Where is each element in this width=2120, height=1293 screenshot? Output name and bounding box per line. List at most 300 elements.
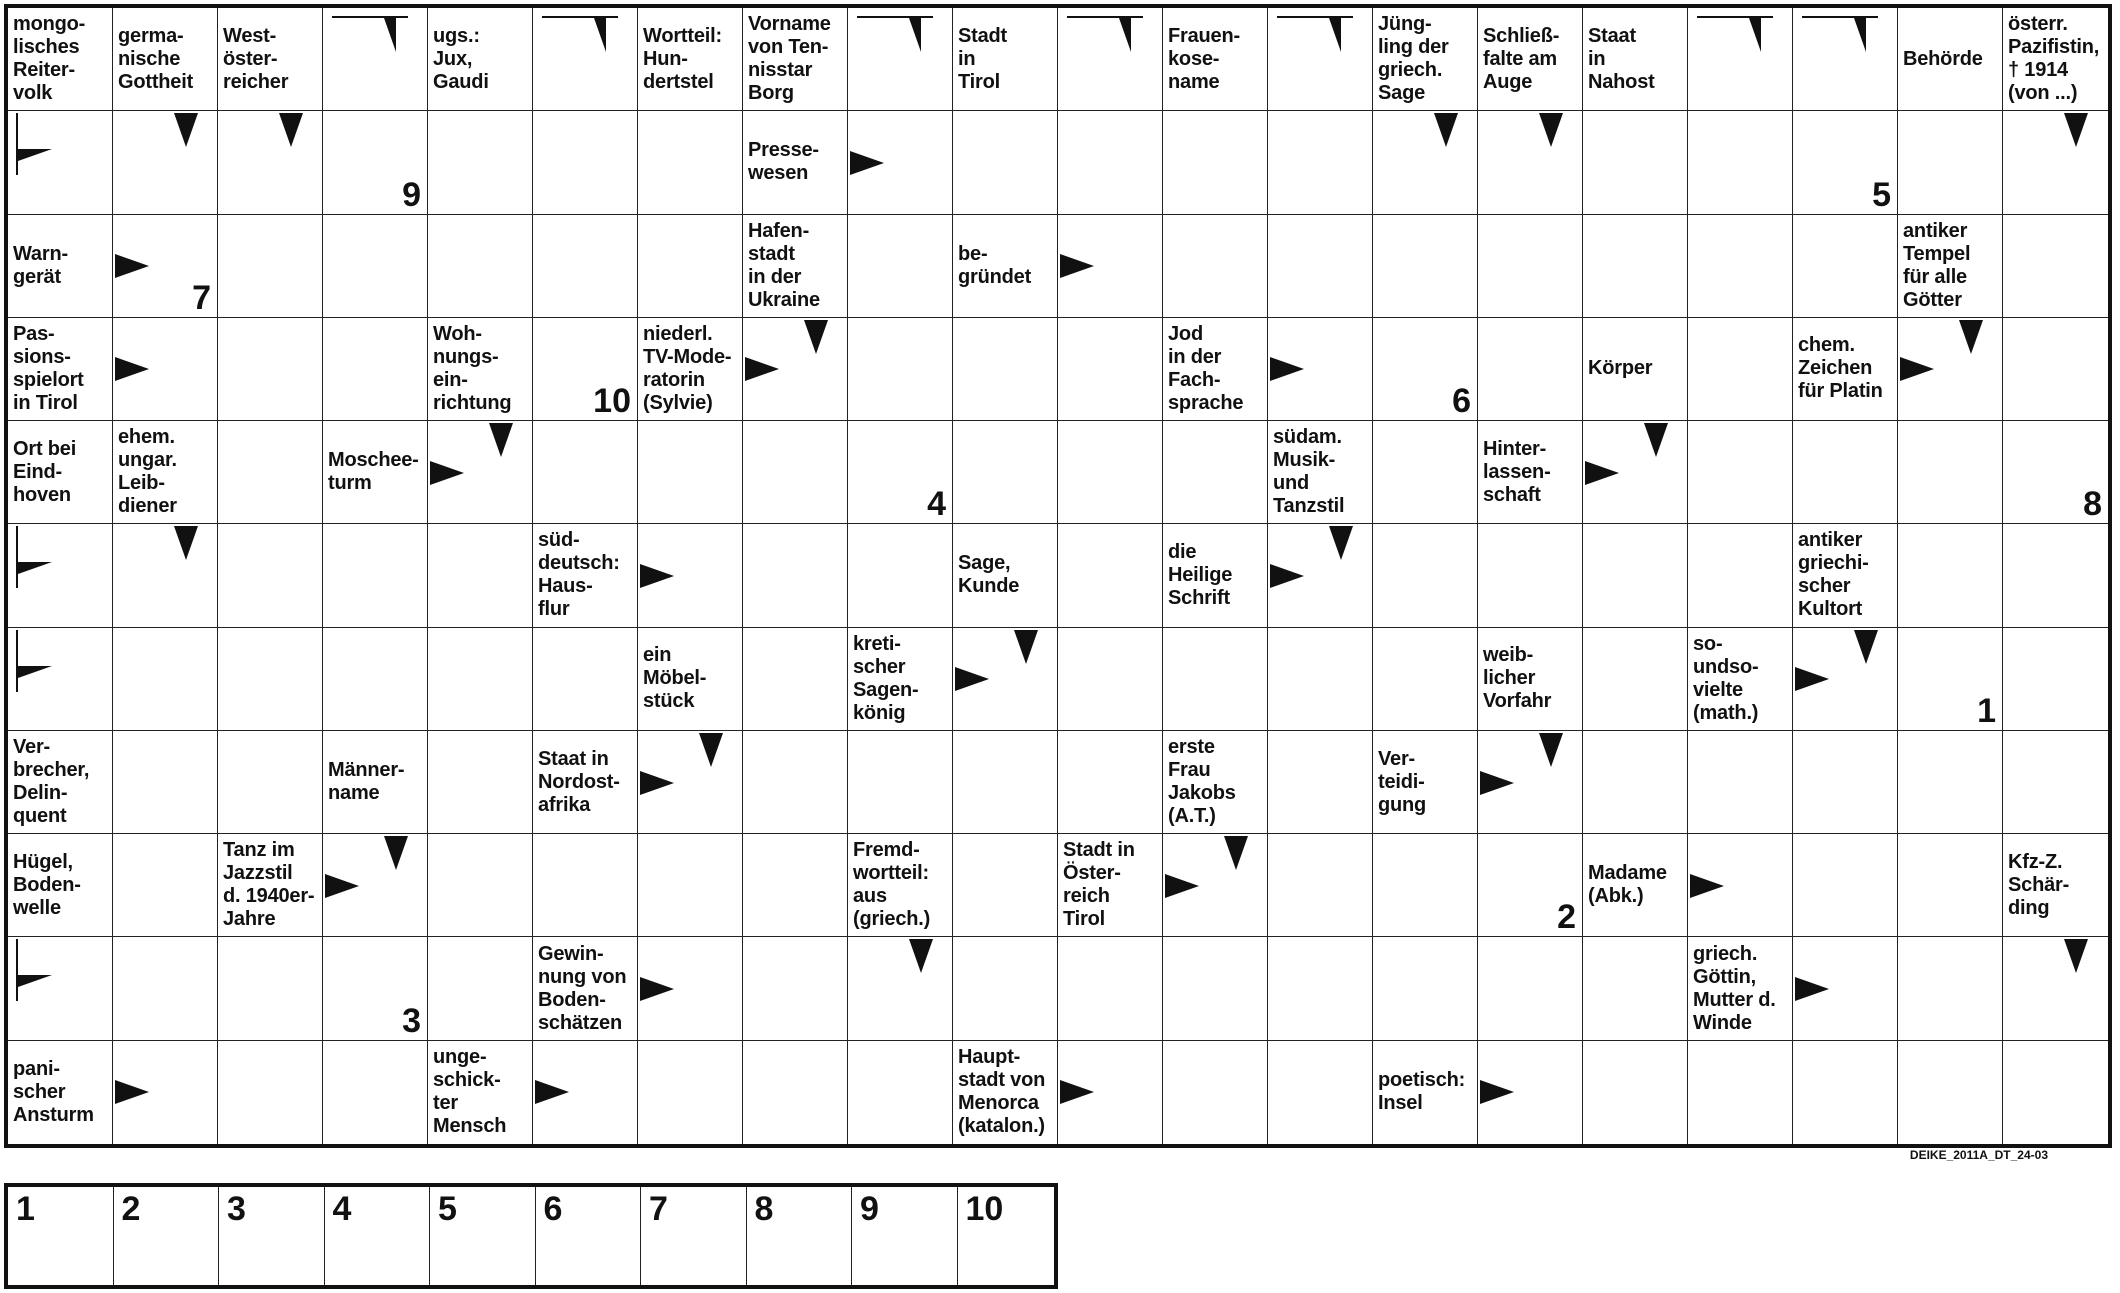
clue-block	[1903, 220, 1999, 312]
solution-cell[interactable]	[536, 1187, 642, 1285]
answer-cell[interactable]	[113, 628, 218, 731]
answer-cell[interactable]	[1163, 628, 1268, 731]
answer-cell[interactable]	[8, 937, 113, 1040]
answer-cell[interactable]	[953, 834, 1058, 937]
clue-line: Staat	[1588, 24, 1636, 47]
clue-line: richtung	[433, 391, 512, 414]
answer-cell[interactable]	[218, 731, 323, 834]
answer-cell[interactable]	[1163, 111, 1268, 214]
answer-cell[interactable]	[1583, 937, 1688, 1040]
clue-block	[13, 13, 109, 105]
clue-cell	[1163, 8, 1268, 111]
answer-cell[interactable]	[1898, 937, 2003, 1040]
clue-line: Staat in	[538, 747, 609, 770]
clue-line: Auge	[1483, 70, 1533, 93]
clue-line: turm	[328, 472, 372, 495]
answer-cell[interactable]	[113, 524, 218, 627]
answer-cell[interactable]	[1688, 524, 1793, 627]
answer-cell[interactable]	[428, 215, 533, 318]
answer-cell[interactable]	[2003, 1041, 2108, 1144]
answer-cell[interactable]	[848, 215, 953, 318]
answer-cell[interactable]	[1793, 111, 1898, 214]
answer-cell[interactable]	[113, 215, 218, 318]
answer-cell[interactable]	[533, 318, 638, 421]
clue-cell	[8, 8, 113, 111]
answer-cell[interactable]	[1478, 1041, 1583, 1144]
answer-cell[interactable]	[1268, 1041, 1373, 1144]
answer-cell[interactable]	[953, 318, 1058, 421]
clue-line: Ansturm	[13, 1103, 94, 1126]
answer-cell[interactable]	[1478, 834, 1583, 937]
answer-cell[interactable]	[1898, 421, 2003, 524]
clue-cell	[953, 215, 1058, 318]
answer-cell[interactable]	[848, 318, 953, 421]
clue-text	[643, 320, 739, 418]
down-arrow-icon	[1224, 836, 1248, 870]
answer-cell[interactable]	[1268, 8, 1373, 111]
answer-cell[interactable]	[1688, 421, 1793, 524]
answer-cell[interactable]	[218, 318, 323, 421]
clue-line: stück	[643, 690, 695, 713]
arrow-stem-icon	[1067, 16, 1143, 18]
clue-cell	[218, 8, 323, 111]
clue-text	[853, 836, 949, 934]
answer-cell[interactable]	[953, 731, 1058, 834]
clue-text	[118, 10, 214, 108]
right-arrow-icon	[1165, 874, 1199, 898]
clue-line: deutsch:	[538, 552, 620, 575]
answer-cell[interactable]	[1268, 834, 1373, 937]
clue-line: Hafen-	[748, 219, 810, 242]
answer-cell[interactable]	[1688, 215, 1793, 318]
solution-cell[interactable]	[641, 1187, 747, 1285]
clue-line: gerät	[13, 265, 61, 288]
answer-cell[interactable]	[2003, 628, 2108, 731]
clue-text	[13, 1043, 109, 1142]
answer-cell[interactable]	[218, 215, 323, 318]
solution-cell[interactable]	[325, 1187, 431, 1285]
answer-cell[interactable]	[1688, 1041, 1793, 1144]
answer-cell[interactable]	[113, 834, 218, 937]
clue-line: (Abk.)	[1588, 885, 1644, 908]
clue-text	[433, 1043, 529, 1142]
answer-cell[interactable]	[1373, 628, 1478, 731]
answer-cell[interactable]	[1373, 834, 1478, 937]
answer-cell[interactable]	[1688, 834, 1793, 937]
clue-text	[958, 526, 1054, 624]
answer-cell[interactable]	[1793, 937, 1898, 1040]
clue-text	[1273, 423, 1369, 521]
answer-cell[interactable]	[1583, 628, 1688, 731]
answer-cell[interactable]	[323, 834, 428, 937]
answer-cell[interactable]	[1268, 628, 1373, 731]
clue-line: West-	[223, 24, 277, 47]
clue-cell	[1373, 1041, 1478, 1144]
right-arrow-icon	[1585, 461, 1619, 485]
answer-cell[interactable]	[638, 834, 743, 937]
answer-cell[interactable]	[848, 1041, 953, 1144]
clue-cell	[1163, 731, 1268, 834]
right-arrow-icon	[1480, 1080, 1514, 1104]
answer-cell[interactable]	[1268, 318, 1373, 421]
clue-line: in Tirol	[13, 391, 78, 414]
answer-cell[interactable]	[1583, 524, 1688, 627]
answer-cell[interactable]	[323, 628, 428, 731]
answer-cell[interactable]	[1058, 628, 1163, 731]
answer-cell[interactable]	[1058, 111, 1163, 214]
right-arrow-icon	[1900, 357, 1934, 381]
answer-cell[interactable]	[428, 937, 533, 1040]
down-arrow-icon	[1119, 18, 1131, 52]
answer-cell[interactable]	[1583, 111, 1688, 214]
answer-cell[interactable]	[1268, 731, 1373, 834]
answer-cell[interactable]	[1268, 215, 1373, 318]
clue-text	[748, 10, 844, 108]
answer-cell[interactable]	[848, 111, 953, 214]
answer-cell[interactable]	[743, 834, 848, 937]
clue-line: Insel	[1378, 1092, 1423, 1115]
right-arrow-icon	[18, 562, 52, 574]
answer-cell[interactable]	[2003, 421, 2108, 524]
answer-cell[interactable]	[218, 111, 323, 214]
answer-cell[interactable]	[1478, 215, 1583, 318]
clue-text	[1588, 10, 1684, 108]
answer-cell[interactable]	[1163, 215, 1268, 318]
answer-cell[interactable]	[743, 937, 848, 1040]
clue-block	[958, 243, 1054, 289]
answer-cell[interactable]	[218, 421, 323, 524]
crossword-grid	[4, 4, 2112, 1148]
answer-cell[interactable]	[2003, 215, 2108, 318]
answer-cell[interactable]	[1793, 421, 1898, 524]
clue-block	[748, 139, 844, 185]
answer-cell[interactable]	[638, 421, 743, 524]
clue-line: pani-	[13, 1057, 60, 1080]
answer-cell[interactable]	[1058, 318, 1163, 421]
right-arrow-icon	[745, 357, 779, 381]
answer-cell[interactable]	[113, 937, 218, 1040]
solution-cell[interactable]	[219, 1187, 325, 1285]
answer-cell[interactable]	[1583, 421, 1688, 524]
answer-cell[interactable]	[953, 111, 1058, 214]
answer-cell[interactable]	[1793, 834, 1898, 937]
clue-cell	[1793, 318, 1898, 421]
arrow-stem-icon	[542, 16, 618, 18]
answer-cell[interactable]	[428, 111, 533, 214]
clue-line: Sagen-	[853, 678, 919, 701]
clue-block	[13, 736, 109, 828]
answer-cell[interactable]	[953, 628, 1058, 731]
right-arrow-icon	[640, 977, 674, 1001]
answer-cell[interactable]	[743, 628, 848, 731]
clue-block	[1483, 644, 1579, 713]
clue-block	[1063, 839, 1159, 931]
answer-cell[interactable]	[743, 421, 848, 524]
answer-cell[interactable]	[1058, 421, 1163, 524]
answer-cell[interactable]	[1688, 731, 1793, 834]
clue-line: Woh-	[433, 322, 482, 345]
answer-cell[interactable]	[848, 937, 953, 1040]
clue-cell	[1583, 834, 1688, 937]
clue-line: spielort	[13, 368, 84, 391]
clue-line: Schrift	[1168, 586, 1230, 609]
answer-cell[interactable]	[1688, 318, 1793, 421]
answer-cell[interactable]	[1793, 628, 1898, 731]
clue-line: Boden-	[13, 873, 81, 896]
down-arrow-icon	[1644, 423, 1668, 457]
clue-block	[1588, 357, 1684, 380]
answer-cell[interactable]	[1583, 731, 1688, 834]
answer-cell[interactable]	[1373, 421, 1478, 524]
answer-cell[interactable]	[743, 318, 848, 421]
answer-cell[interactable]	[1898, 1041, 2003, 1144]
answer-cell[interactable]	[1793, 1041, 1898, 1144]
answer-cell[interactable]	[428, 834, 533, 937]
answer-cell[interactable]	[1163, 421, 1268, 524]
answer-cell[interactable]	[533, 8, 638, 111]
answer-cell[interactable]	[848, 524, 953, 627]
solution-cell-number: 1	[16, 1190, 35, 1228]
answer-cell[interactable]	[638, 111, 743, 214]
right-arrow-icon	[115, 254, 149, 278]
answer-cell[interactable]	[8, 628, 113, 731]
answer-cell[interactable]	[218, 937, 323, 1040]
answer-cell[interactable]	[1793, 731, 1898, 834]
clue-cell	[533, 524, 638, 627]
answer-cell[interactable]	[1268, 937, 1373, 1040]
clue-line: in der	[1168, 345, 1222, 368]
answer-cell[interactable]	[2003, 318, 2108, 421]
clue-text	[1483, 630, 1579, 728]
answer-cell[interactable]	[638, 731, 743, 834]
clue-line: Ort bei	[13, 437, 77, 460]
answer-cell[interactable]	[1478, 111, 1583, 214]
clue-line: wesen	[748, 162, 809, 185]
answer-cell[interactable]	[1898, 111, 2003, 214]
answer-cell[interactable]	[533, 111, 638, 214]
answer-cell[interactable]	[848, 731, 953, 834]
down-arrow-icon	[804, 320, 828, 354]
solution-cell[interactable]	[852, 1187, 958, 1285]
answer-cell[interactable]	[1583, 215, 1688, 318]
answer-cell[interactable]	[533, 628, 638, 731]
solution-row	[4, 1183, 1058, 1289]
answer-cell[interactable]	[533, 421, 638, 524]
answer-cell[interactable]	[1373, 524, 1478, 627]
answer-cell[interactable]	[1058, 1041, 1163, 1144]
answer-cell[interactable]	[533, 1041, 638, 1144]
answer-cell[interactable]	[533, 834, 638, 937]
answer-cell[interactable]	[848, 421, 953, 524]
clue-line: volk	[13, 82, 53, 105]
answer-cell[interactable]	[113, 111, 218, 214]
answer-cell[interactable]	[2003, 111, 2108, 214]
answer-cell[interactable]	[1478, 318, 1583, 421]
answer-cell[interactable]	[743, 1041, 848, 1144]
clue-line: erste	[1168, 736, 1215, 759]
answer-cell[interactable]	[1898, 524, 2003, 627]
clue-line: Warn-	[13, 242, 68, 265]
solution-cell-number: 2	[121, 1190, 141, 1228]
answer-cell[interactable]	[1478, 524, 1583, 627]
answer-cell[interactable]	[1268, 524, 1373, 627]
down-arrow-icon	[1014, 630, 1038, 664]
answer-cell[interactable]	[323, 215, 428, 318]
answer-cell[interactable]	[323, 1041, 428, 1144]
solution-cell-number: 7	[649, 1190, 668, 1228]
clue-text	[958, 1043, 1054, 1142]
answer-cell[interactable]	[1373, 318, 1478, 421]
clue-line: süd-	[538, 529, 580, 552]
answer-cell[interactable]	[1268, 111, 1373, 214]
solution-cell-number: 4	[332, 1190, 352, 1228]
clue-block	[1168, 323, 1264, 415]
right-arrow-icon	[115, 357, 149, 381]
clue-block	[223, 839, 319, 931]
answer-cell[interactable]	[1898, 834, 2003, 937]
answer-cell[interactable]	[2003, 524, 2108, 627]
answer-cell[interactable]	[428, 731, 533, 834]
answer-cell[interactable]	[953, 937, 1058, 1040]
clue-block	[1378, 748, 1474, 817]
clue-text	[433, 10, 529, 108]
clue-line: Pazifistin,	[2008, 36, 2100, 59]
clue-line: Haupt-	[958, 1046, 1021, 1069]
answer-cell[interactable]	[8, 111, 113, 214]
clue-line: unge-	[433, 1046, 487, 1069]
clue-line: Jüng-	[1378, 13, 1432, 36]
clue-text	[13, 423, 109, 521]
answer-cell[interactable]	[323, 524, 428, 627]
answer-cell[interactable]	[638, 215, 743, 318]
answer-cell[interactable]	[218, 628, 323, 731]
clue-line: griech.	[1693, 942, 1758, 965]
clue-line: von Ten-	[748, 36, 829, 59]
solution-cell[interactable]	[958, 1187, 1055, 1285]
answer-cell[interactable]	[743, 731, 848, 834]
clue-line: ling der	[1378, 36, 1449, 59]
solution-cell[interactable]	[8, 1187, 114, 1285]
answer-cell[interactable]	[2003, 731, 2108, 834]
answer-cell[interactable]	[323, 111, 428, 214]
answer-cell[interactable]	[1163, 834, 1268, 937]
answer-cell[interactable]	[113, 731, 218, 834]
answer-cell[interactable]	[1793, 8, 1898, 111]
answer-cell[interactable]	[1478, 731, 1583, 834]
answer-cell[interactable]	[428, 524, 533, 627]
solution-cell[interactable]	[114, 1187, 220, 1285]
down-arrow-icon	[279, 113, 303, 147]
clue-line: Tirol	[1063, 908, 1105, 931]
clue-block	[748, 220, 844, 312]
clue-cell	[428, 1041, 533, 1144]
answer-cell[interactable]	[1793, 215, 1898, 318]
down-arrow-icon	[174, 526, 198, 560]
clue-line: Reiter-	[13, 59, 75, 82]
arrow-stem-icon	[16, 939, 18, 1001]
clue-block	[1588, 25, 1684, 94]
answer-cell[interactable]	[1898, 318, 2003, 421]
clue-text	[643, 10, 739, 108]
answer-cell[interactable]	[1058, 937, 1163, 1040]
answer-cell[interactable]	[1898, 628, 2003, 731]
clue-line: so-	[1693, 632, 1723, 655]
answer-cell[interactable]	[2003, 937, 2108, 1040]
answer-cell[interactable]	[1058, 524, 1163, 627]
answer-cell[interactable]	[1583, 1041, 1688, 1144]
answer-cell[interactable]	[113, 1041, 218, 1144]
clue-line: Haus-	[538, 575, 593, 598]
answer-cell[interactable]	[1688, 111, 1793, 214]
answer-cell[interactable]	[1058, 8, 1163, 111]
answer-cell[interactable]	[953, 421, 1058, 524]
clue-block	[958, 552, 1054, 598]
answer-cell[interactable]	[218, 524, 323, 627]
clue-line: Stadt	[958, 24, 1008, 47]
answer-cell[interactable]	[1058, 215, 1163, 318]
answer-cell[interactable]	[1058, 731, 1163, 834]
answer-cell[interactable]	[8, 524, 113, 627]
clue-block	[1168, 25, 1264, 94]
clue-line: welle	[13, 896, 61, 919]
answer-cell[interactable]	[323, 8, 428, 111]
clue-text	[1063, 836, 1159, 934]
answer-cell[interactable]	[1373, 937, 1478, 1040]
answer-cell[interactable]	[1373, 111, 1478, 214]
answer-cell[interactable]	[428, 628, 533, 731]
answer-cell[interactable]	[323, 318, 428, 421]
answer-cell[interactable]	[638, 1041, 743, 1144]
answer-cell[interactable]	[533, 215, 638, 318]
answer-cell[interactable]	[1163, 1041, 1268, 1144]
solution-cell[interactable]	[747, 1187, 853, 1285]
answer-cell[interactable]	[1898, 731, 2003, 834]
clue-line: reicher	[223, 70, 289, 93]
clue-line: Behörde	[1903, 47, 1983, 70]
clue-line: licher	[1483, 667, 1536, 690]
answer-cell[interactable]	[638, 524, 743, 627]
clue-block	[1168, 736, 1264, 828]
answer-cell[interactable]	[218, 1041, 323, 1144]
answer-cell[interactable]	[428, 421, 533, 524]
clue-line: (griech.)	[853, 908, 931, 931]
clue-line: Mutter d.	[1693, 988, 1776, 1011]
clue-line: Ver-	[13, 736, 51, 759]
clue-text	[958, 217, 1054, 315]
solution-cell-number: 9	[860, 1190, 879, 1228]
answer-cell[interactable]	[1478, 937, 1583, 1040]
answer-cell[interactable]	[1373, 215, 1478, 318]
solution-cell-number: 8	[754, 1190, 774, 1228]
clue-block	[538, 943, 634, 1035]
answer-cell[interactable]	[113, 318, 218, 421]
answer-cell[interactable]	[1688, 8, 1793, 111]
answer-cell[interactable]	[1163, 937, 1268, 1040]
clue-block	[958, 1046, 1054, 1138]
answer-cell[interactable]	[848, 8, 953, 111]
answer-cell[interactable]	[323, 937, 428, 1040]
clue-line: Kultort	[1798, 598, 1863, 621]
clue-line: d. 1940er-	[223, 885, 315, 908]
clue-line: TV-Mode-	[643, 345, 732, 368]
answer-cell[interactable]	[638, 937, 743, 1040]
clue-line: Jod	[1168, 322, 1203, 345]
answer-cell[interactable]	[743, 524, 848, 627]
clue-line: südam.	[1273, 426, 1342, 449]
solution-cell[interactable]	[430, 1187, 536, 1285]
clue-line: antiker	[1903, 219, 1968, 242]
clue-line: und	[1273, 472, 1310, 495]
